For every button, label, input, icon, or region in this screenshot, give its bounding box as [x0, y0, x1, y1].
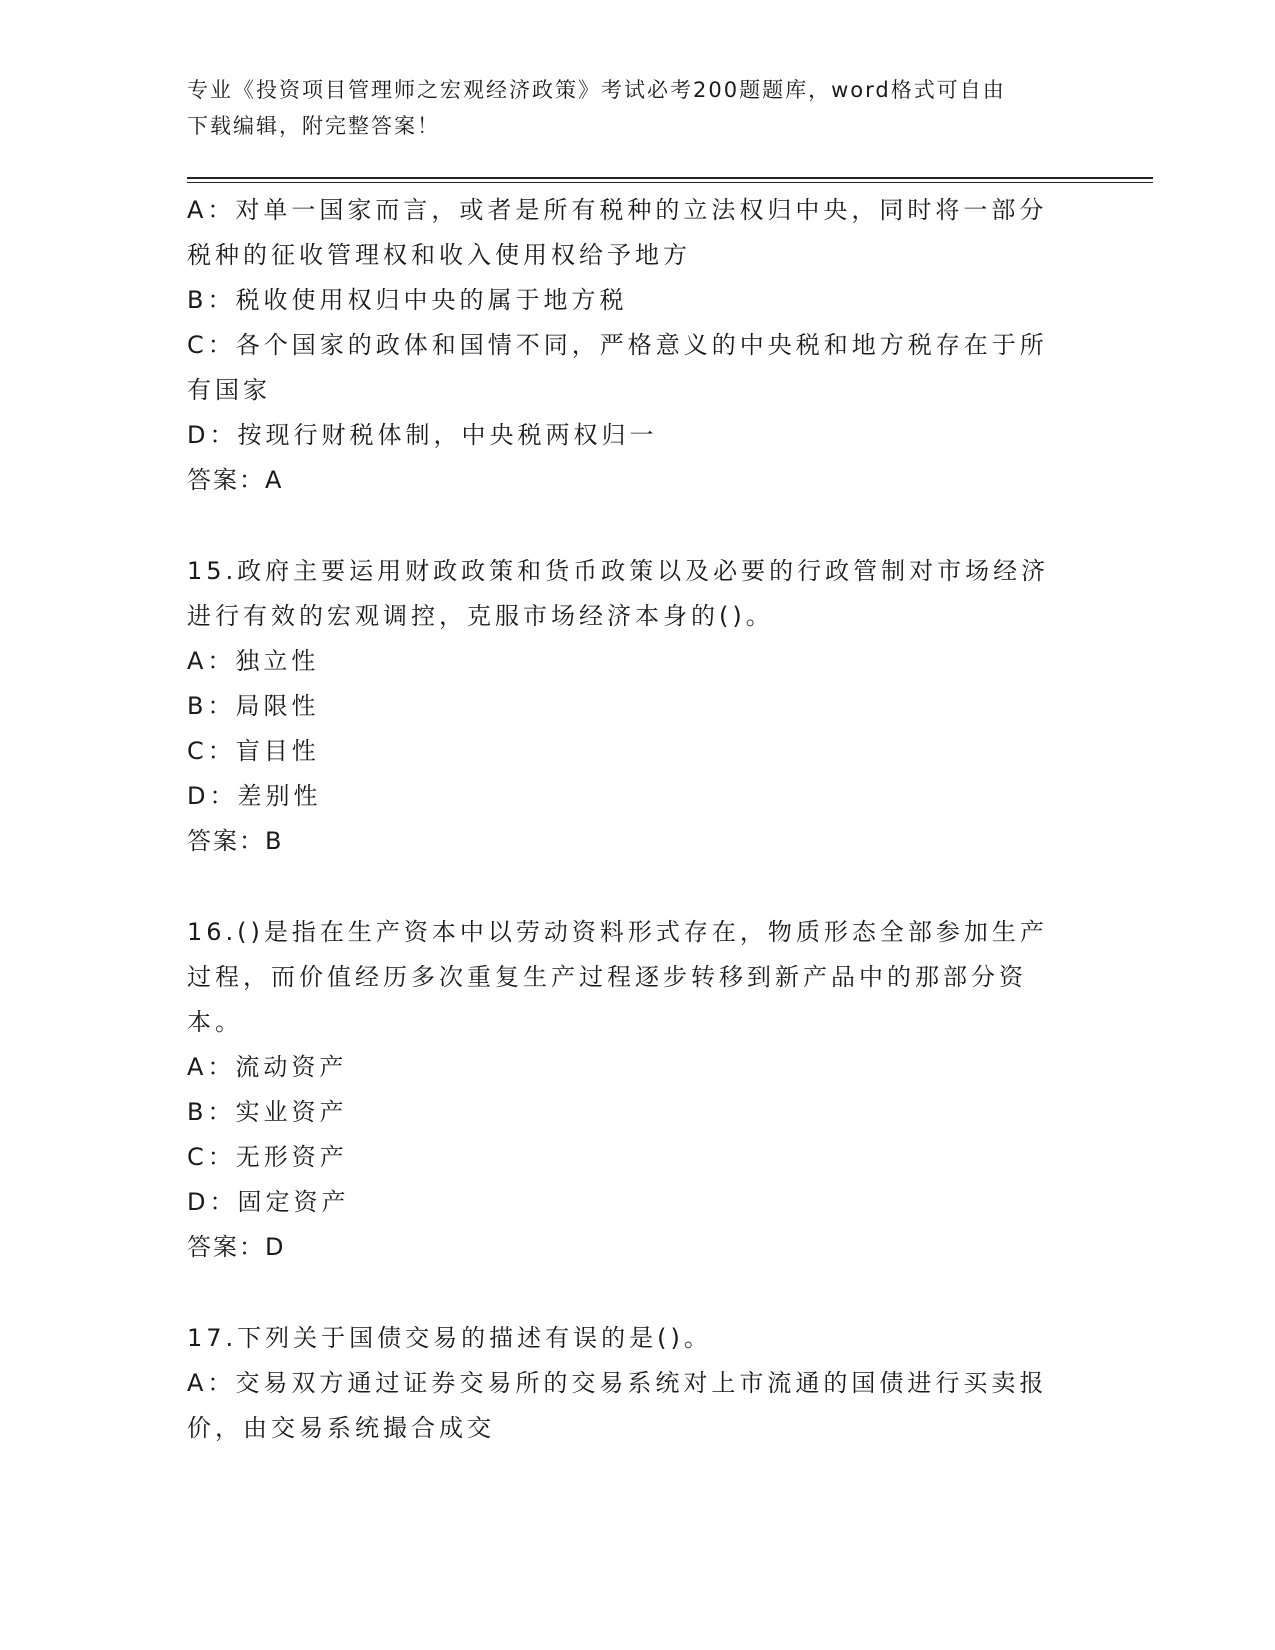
question-stem-line-1: 15.政府主要运用财政政策和货币政策以及必要的行政管制对市场经济	[187, 557, 1050, 585]
question-stem-line-3: 本。	[187, 1008, 243, 1036]
option-b: B：税收使用权归中央的属于地方税	[187, 286, 628, 314]
spacer	[187, 503, 1087, 549]
option-a-line-2: 税种的征收管理权和收入使用权给予地方	[187, 241, 691, 269]
spacer	[187, 864, 1087, 910]
header-divider-thick	[187, 177, 1153, 179]
answer: 答案：A	[187, 466, 284, 494]
option-c-line-2: 有国家	[187, 376, 271, 404]
spacer	[187, 1270, 1087, 1316]
option-d: D：固定资产	[187, 1188, 350, 1216]
question-16	[187, 910, 1087, 1270]
option-b: B：实业资产	[187, 1098, 348, 1126]
option-a-line-1: A：交易双方通过证券交易所的交易系统对上市流通的国债进行买卖报	[187, 1369, 1048, 1397]
question-stem-line-2: 进行有效的宏观调控，克服市场经济本身的()。	[187, 602, 774, 630]
header-divider-thin	[187, 182, 1153, 183]
option-a-line-2: 价，由交易系统撮合成交	[187, 1414, 495, 1442]
question-14	[187, 188, 1087, 503]
question-content	[187, 188, 1087, 1451]
option-d: D：差别性	[187, 782, 322, 810]
question-stem-line-2: 过程，而价值经历多次重复生产过程逐步转移到新产品中的那部分资	[187, 963, 1027, 991]
option-a: A：独立性	[187, 647, 320, 675]
header-line-2: 下载编辑，附完整答案！	[187, 114, 440, 138]
question-stem-line-1: 16.()是指在生产资本中以劳动资料形式存在，物质形态全部参加生产	[187, 918, 1048, 946]
option-a: A：流动资产	[187, 1053, 348, 1081]
option-b: B：局限性	[187, 692, 320, 720]
question-17	[187, 1316, 1087, 1451]
question-stem-line-1: 17.下列关于国债交易的描述有误的是()。	[187, 1324, 712, 1352]
option-c: C：无形资产	[187, 1143, 348, 1171]
question-15	[187, 549, 1087, 864]
option-a-line-1: A：对单一国家而言，或者是所有税种的立法权归中央，同时将一部分	[187, 196, 1048, 224]
option-d: D：按现行财税体制，中央税两权归一	[187, 421, 658, 449]
option-c: C：盲目性	[187, 737, 320, 765]
answer: 答案：B	[187, 827, 284, 855]
header-line-1: 专业《投资项目管理师之宏观经济政策》考试必考200题题库，word格式可自由	[187, 78, 1006, 102]
answer: 答案：D	[187, 1233, 286, 1261]
option-c-line-1: C：各个国家的政体和国情不同，严格意义的中央税和地方税存在于所	[187, 331, 1048, 359]
document-header	[187, 72, 1067, 144]
